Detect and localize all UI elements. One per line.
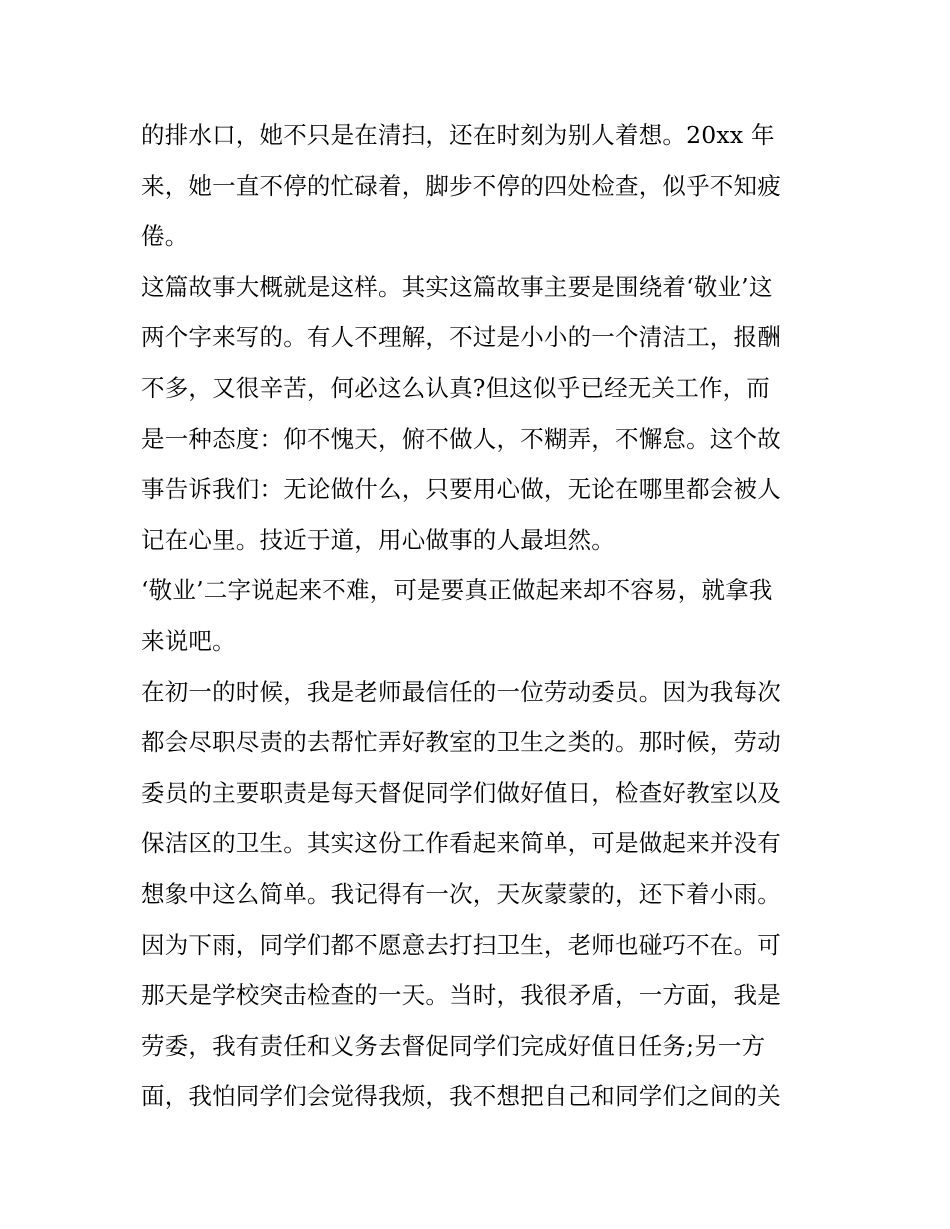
text-line: 因为下雨，同学们都不愿意去打扫卫生，老师也碰巧不在。可 [141,930,781,959]
text-line: 事告诉我们：无论做什么，只要用心做，无论在哪里都会被人 [141,475,781,504]
text-line: 是一种态度：仰不愧天，俯不做人，不糊弄，不懈怠。这个故 [141,424,781,453]
paragraph-1 [141,110,813,262]
text-line: 劳委，我有责任和义务去督促同学们完成好值日任务;另一方 [141,1031,766,1060]
text-line: 两个字来写的。有人不理解，不过是小小的一个清洁工，报酬 [141,323,781,352]
text-line: 那天是学校突击检查的一天。当时，我很矛盾，一方面，我是 [141,981,781,1010]
text-line: ‘敬业’二字说起来不难，可是要真正做起来却不容易，就拿我 [141,576,773,605]
text-line: 面，我怕同学们会觉得我烦，我不想把自己和同学们之间的关 [141,1082,781,1111]
text-line: 的排水口，她不只是在清扫，还在时刻为别人着想。20xx 年 [141,121,775,149]
text-line: 记在心里。技近于道，用心做事的人最坦然。 [141,525,615,554]
paragraph-3 [141,565,813,666]
text-line: 来说吧。 [141,626,236,655]
text-line: 委员的主要职责是每天督促同学们做好值日，检查好教室以及 [141,778,781,807]
text-line: 这篇故事大概就是这样。其实这篇故事主要是围绕着‘敬业’这 [141,272,773,301]
text-line: 在初一的时候，我是老师最信任的一位劳动委员。因为我每次 [141,677,781,706]
paragraph-4 [141,667,813,1122]
text-line: 倦。 [141,222,189,251]
text-line: 都会尽职尽责的去帮忙弄好教室的卫生之类的。那时候，劳动 [141,728,781,757]
text-line: 不多，又很辛苦，何必这么认真?但这似乎已经无关工作，而 [141,373,770,402]
text-line: 想象中这么简单。我记得有一次，天灰蒙蒙的，还下着小雨。 [141,879,781,908]
text-line: 保洁区的卫生。其实这份工作看起来简单，可是做起来并没有 [141,829,781,858]
text-line: 来，她一直不停的忙碌着，脚步不停的四处检查，似乎不知疲 [141,171,781,200]
paragraph-2 [141,262,813,566]
document-body [141,110,813,1122]
